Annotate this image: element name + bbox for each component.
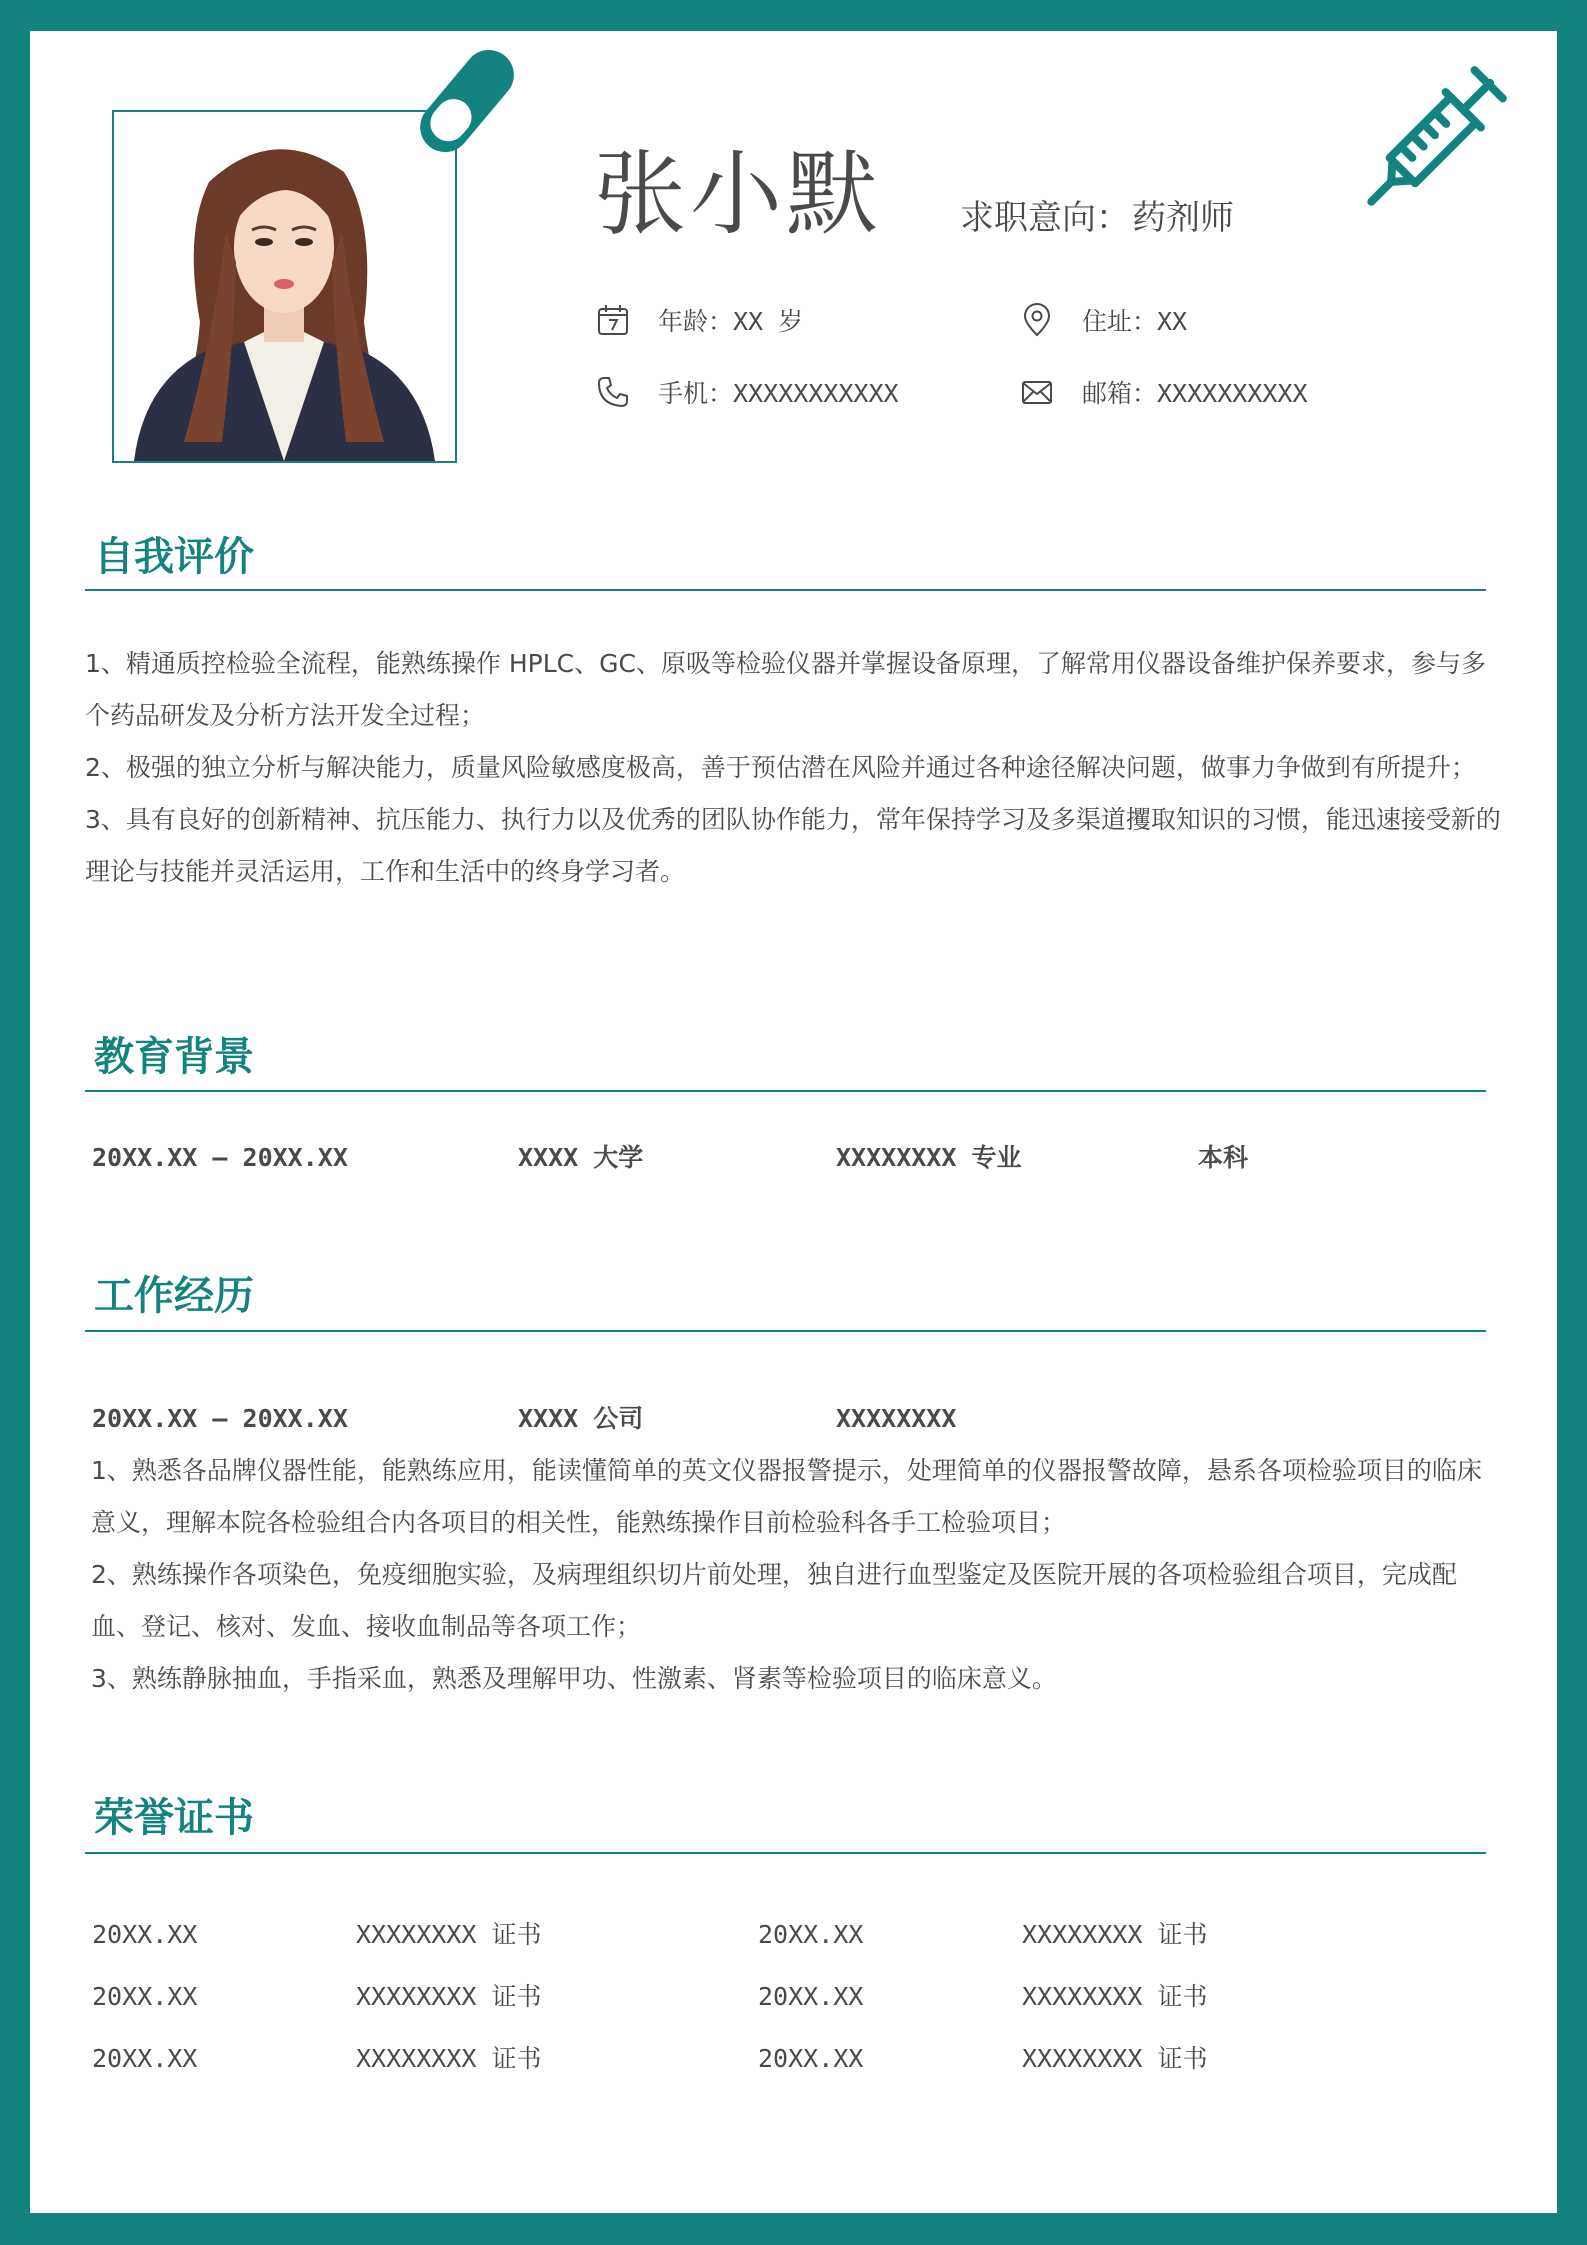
- job-intent-value: 药剂师: [1132, 198, 1234, 238]
- self-eval-paragraph: 3、具有良好的创新精神、抗压能力、执行力以及优秀的团队协作能力，常年保持学习及多渠道攫取知识的习惯，能迅速接受新的理论与技能并灵活运用，工作和生活中的终身学习者。: [85, 805, 1501, 886]
- section-divider: [85, 1090, 1486, 1092]
- honor-name: XXXXXXXX 证书: [356, 1920, 542, 1949]
- age-info: [596, 302, 803, 338]
- section-title-education: 教育背景: [94, 1034, 254, 1080]
- address-info: [1020, 302, 1187, 338]
- syringe-icon: [1350, 58, 1510, 232]
- phone-text: 手机：XXXXXXXXXXX: [658, 379, 899, 408]
- section-divider: [85, 1330, 1486, 1332]
- education-period: 20XX.XX – 20XX.XX: [92, 1143, 348, 1172]
- honor-date: 20XX.XX: [758, 1920, 864, 1949]
- job-intent-label: 求职意向：: [960, 198, 1130, 238]
- honor-name: XXXXXXXX 证书: [1022, 2044, 1208, 2073]
- phone-info: [596, 374, 899, 410]
- honor-date: 20XX.XX: [758, 1982, 864, 2011]
- address-text: 住址：XX: [1082, 307, 1188, 336]
- work-position: XXXXXXXX: [836, 1404, 957, 1433]
- honor-date: 20XX.XX: [758, 2044, 864, 2073]
- self-eval-paragraph: 2、极强的独立分析与解决能力，质量风险敏感度极高，善于预估潜在风险并通过各种途径解决问题，做事力争做到有所提升；: [85, 753, 1476, 782]
- location-pin-icon: [1020, 303, 1054, 337]
- self-eval-text: [85, 638, 1505, 898]
- phone-icon: [596, 375, 630, 409]
- honor-date: 20XX.XX: [92, 1920, 198, 1949]
- education-school: XXXX 大学: [518, 1143, 644, 1172]
- honor-name: XXXXXXXX 证书: [1022, 1920, 1208, 1949]
- self-eval-paragraph: 1、精通质控检验全流程，能熟练操作 HPLC、GC、原吸等检验仪器并掌握设备原理，了解常用仪器设备维护保养要求，参与多个药品研发及分析方法开发全过程；: [85, 649, 1486, 730]
- work-period: 20XX.XX – 20XX.XX: [92, 1404, 348, 1433]
- email-info: [1020, 374, 1308, 410]
- work-description: [91, 1445, 1496, 1705]
- honor-name: XXXXXXXX 证书: [356, 1982, 542, 2011]
- honor-date: 20XX.XX: [92, 1982, 198, 2011]
- email-text: 邮箱：XXXXXXXXXX: [1082, 379, 1308, 408]
- section-title-self-eval: 自我评价: [94, 534, 254, 580]
- work-paragraph: 1、熟悉各品牌仪器性能，能熟练应用，能读懂简单的英文仪器报警提示，处理简单的仪器报警故障，悬系各项检验项目的临床意义，理解本院各检验组合内各项目的相关性，能熟练操作目前检验科各手工检验项目；: [91, 1456, 1482, 1537]
- age-text: 年龄：XX 岁: [658, 307, 804, 336]
- education-major: XXXXXXXX 专业: [836, 1143, 1022, 1172]
- job-intent: [960, 196, 1234, 240]
- education-degree: 本科: [1198, 1143, 1249, 1172]
- honor-date: 20XX.XX: [92, 2044, 198, 2073]
- section-divider: [85, 1852, 1486, 1854]
- work-paragraph: 2、熟练操作各项染色，免疫细胞实验，及病理组织切片前处理，独自进行血型鉴定及医院开展的各项检验组合项目，完成配血、登记、核对、发血、接收血制品等各项工作；: [91, 1560, 1457, 1641]
- section-divider: [85, 589, 1486, 591]
- calendar-icon: [596, 303, 630, 337]
- mail-icon: [1020, 375, 1054, 409]
- section-title-honors: 荣誉证书: [94, 1795, 254, 1841]
- work-company: XXXX 公司: [518, 1404, 644, 1433]
- section-title-work: 工作经历: [94, 1273, 254, 1319]
- work-paragraph: 3、熟练静脉抽血，手指采血，熟悉及理解甲功、性激素、肾素等检验项目的临床意义。: [91, 1664, 1057, 1693]
- pill-icon: [406, 40, 528, 166]
- honor-name: XXXXXXXX 证书: [356, 2044, 542, 2073]
- candidate-name: 张小默: [594, 141, 883, 248]
- honor-name: XXXXXXXX 证书: [1022, 1982, 1208, 2011]
